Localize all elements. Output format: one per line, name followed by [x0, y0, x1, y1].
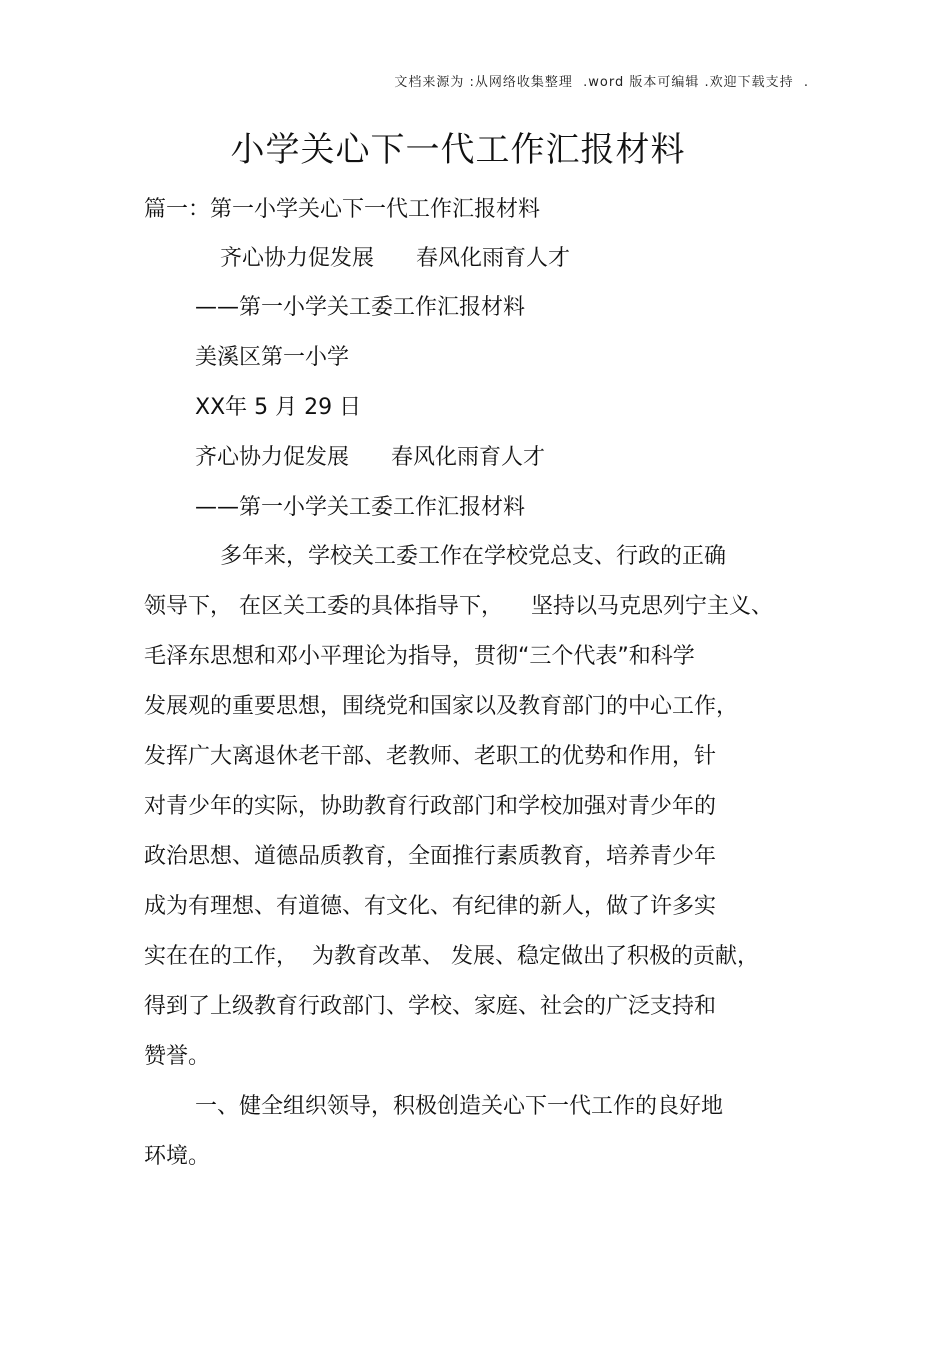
body-line: 得到了上级教育行政部门、学校、家庭、社会的广泛支持和: [144, 994, 717, 1019]
body-line: 政治思想、道德品质教育，全面推行素质教育，培养青少年: [144, 844, 717, 869]
document-title: 小学关心下一代工作汇报材料: [230, 130, 686, 170]
page-header: 文档来源为 :从网络收集整理 .word 版本可编辑 .欢迎下载支持 .: [394, 75, 809, 90]
subtitle-line: ——第一小学关工委工作汇报材料: [195, 295, 526, 320]
body-line: 发展观的重要思想，围绕党和国家以及教育部门的中心工作，: [144, 694, 739, 719]
body-line: 赞誉。: [144, 1044, 211, 1069]
subsection-heading: 一、健全组织领导，积极创造关心下一代工作的良好地: [195, 1094, 724, 1119]
subtitle-line: ——第一小学关工委工作汇报材料: [195, 495, 526, 520]
body-line: 毛泽东思想和邓小平理论为指导，贯彻“三个代表”和科学: [144, 644, 695, 669]
body-line: 实在在的工作， 为教育改革、 发展、稳定做出了积极的贡献，: [144, 944, 759, 969]
body-line: 成为有理想、有道德、有文化、有纪律的新人，做了许多实: [144, 894, 717, 919]
subsection-heading-continued: 环境。: [144, 1144, 211, 1169]
section-heading: 篇一：第一小学关心下一代工作汇报材料: [144, 197, 541, 222]
body-line: 多年来，学校关工委工作在学校党总支、行政的正确: [220, 544, 727, 569]
date-line: XX年 5 月 29 日: [195, 395, 362, 420]
body-line: 对青少年的实际，协助教育行政部门和学校加强对青少年的: [144, 794, 717, 819]
school-name: 美溪区第一小学: [195, 345, 350, 370]
body-line: 领导下， 在区关工委的具体指导下， 坚持以马克思列宁主义、: [144, 594, 773, 619]
body-line: 发挥广大离退休老干部、老教师、老职工的优势和作用，针: [144, 744, 717, 769]
slogan-line: 齐心协力促发展 春风化雨育人才: [220, 246, 570, 271]
slogan-line: 齐心协力促发展 春风化雨育人才: [195, 445, 545, 470]
